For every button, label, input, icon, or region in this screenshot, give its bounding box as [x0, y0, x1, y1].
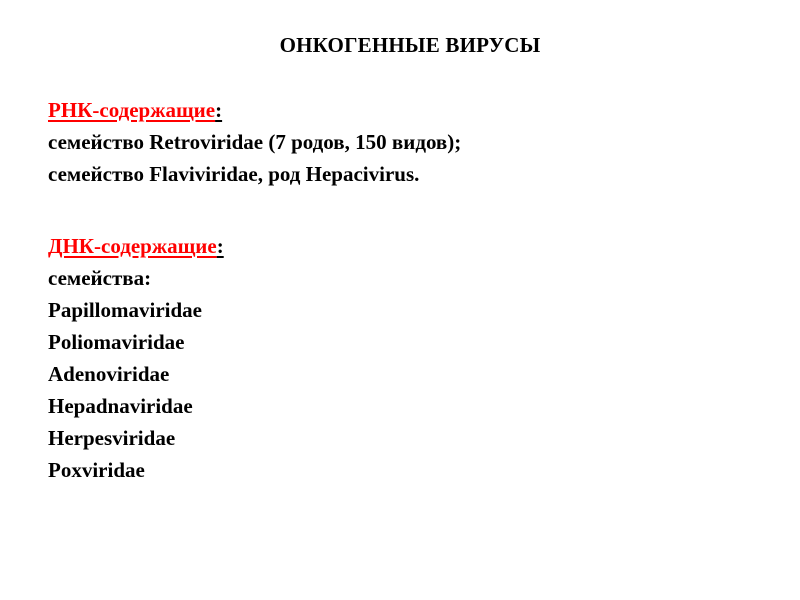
rna-family-flaviviridae: семейство Flaviviridae, род Hepacivirus.	[48, 162, 420, 186]
rna-heading: РНК-содержащие	[48, 98, 216, 122]
dna-heading-line	[48, 230, 224, 262]
dna-family-herpesviridae: Herpesviridae	[48, 426, 176, 450]
dna-heading-colon: :	[216, 234, 224, 258]
dna-family-papillomaviridae: Papillomaviridae	[48, 298, 202, 322]
dna-family-poliomaviridae: Poliomaviridae	[48, 330, 185, 354]
rna-viruses-section	[48, 94, 461, 190]
rna-family-retroviridae: семейство Retroviridae (7 родов, 150 видов);	[48, 130, 462, 154]
rna-heading-line	[48, 94, 461, 126]
dna-viruses-section	[48, 230, 224, 486]
slide-title: ОНКОГЕННЫЕ ВИРУСЫ	[279, 33, 541, 57]
dna-family-hepadnaviridae: Hepadnaviridae	[48, 394, 193, 418]
dna-family-adenoviridae: Adenoviridae	[48, 362, 170, 386]
dna-heading: ДНК-содержащие	[48, 234, 217, 258]
rna-heading-colon: :	[215, 98, 223, 122]
dna-families-label: семейства:	[48, 266, 152, 290]
dna-family-poxviridae: Poxviridae	[48, 458, 145, 482]
